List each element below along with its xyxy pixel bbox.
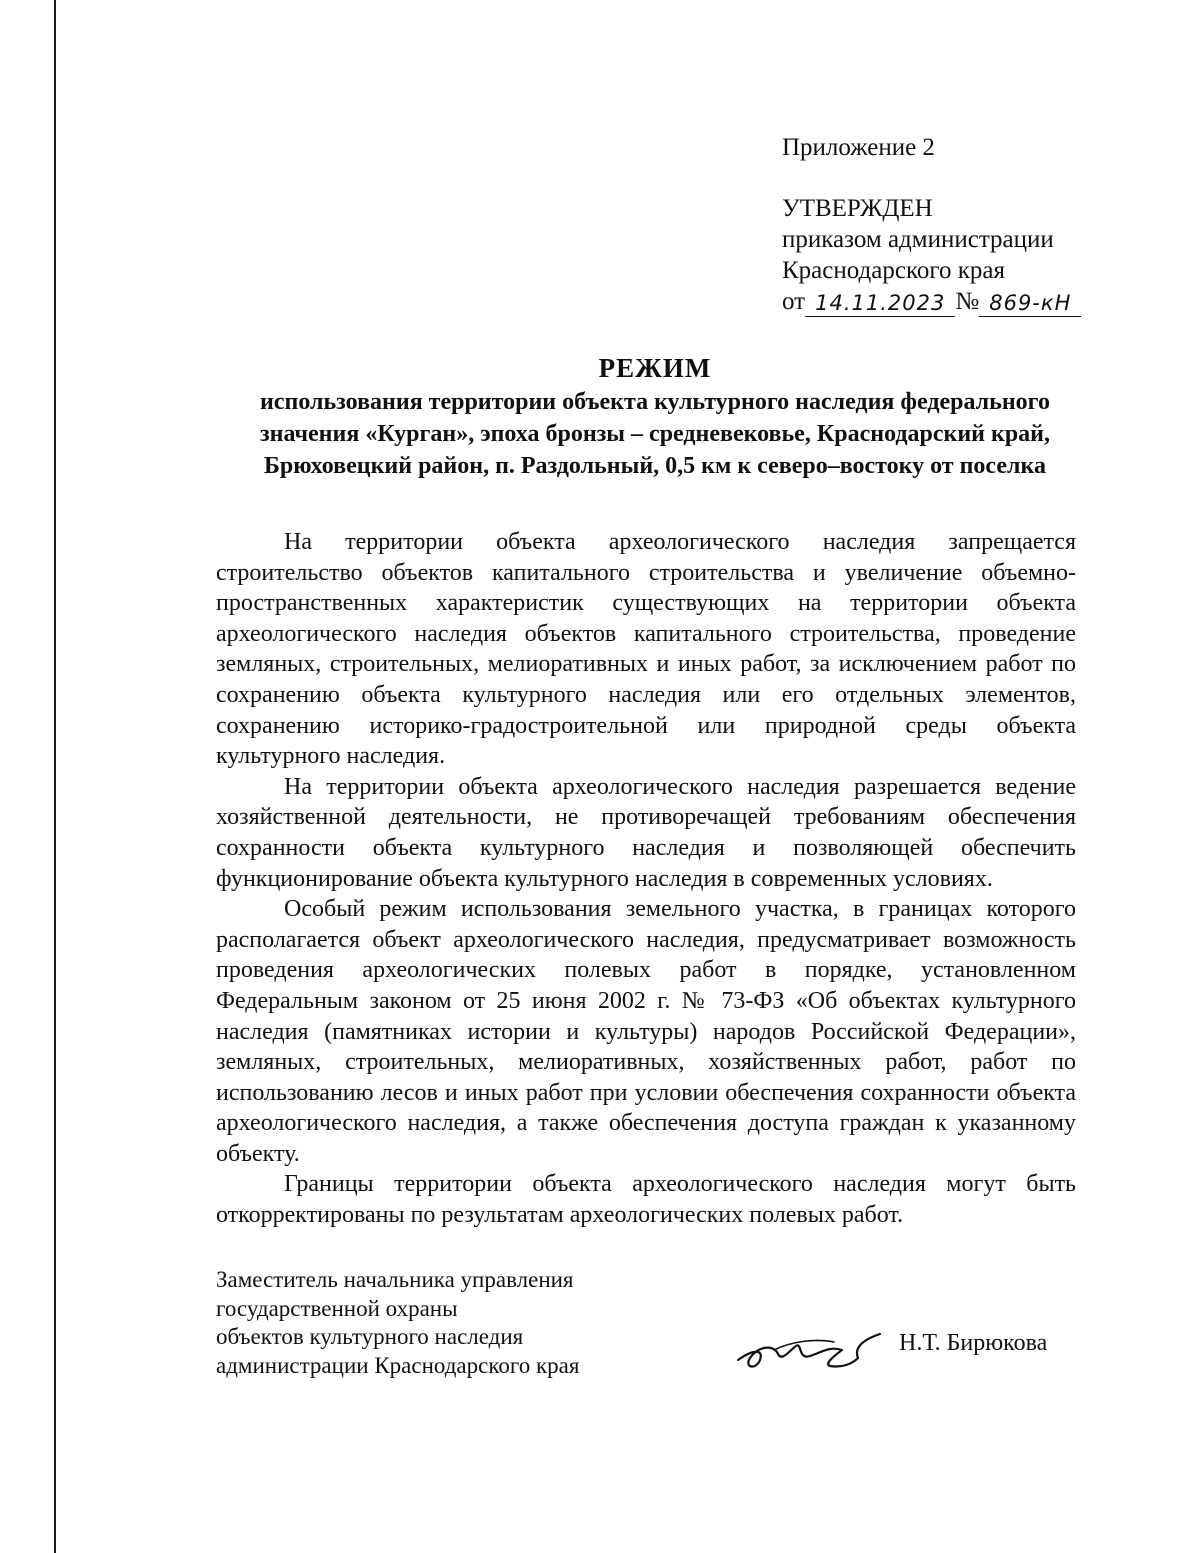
signatory-position-line-4: администрации Краснодарского края xyxy=(216,1352,580,1378)
approval-block xyxy=(782,132,1112,317)
order-date: 14.11.2023 xyxy=(805,290,955,317)
document-body xyxy=(216,527,1076,1231)
approved-by-order: приказом администрации xyxy=(782,226,1054,253)
appendix-label: Приложение 2 xyxy=(782,134,935,161)
approved-region: Краснодарского края xyxy=(782,257,1005,284)
body-paragraph-4: Границы территории объекта археологического наследия могут быть откорректированы по результатам археологических полевых работ. xyxy=(216,1171,1076,1229)
document-subtitle: использования территории объекта культурного наследия федерального значения «Курган», эпоха бронзы – средневековье, Краснодарский край, Брюховецкий район, п. Раздольный, 0,5 км к северо–востоку от поселка xyxy=(259,389,1051,479)
body-paragraph-2: На территории объекта археологического наследия разрешается ведение хозяйственной деятельности, не противоречащей требованиям обеспечения сохранности объекта культурного наследия и позволяющей обеспечить функционирование объекта культурного наследия в современных условиях. xyxy=(216,773,1076,892)
approved-heading: УТВЕРЖДЕН xyxy=(782,195,933,222)
document-title-block xyxy=(150,350,1160,482)
body-paragraph-1: На территории объекта археологического наследия запрещается строительство объектов капитального строительства и увеличение объемно-пространственных характеристик существующих на территории объекта археологического наследия объектов капитального строительства, проведение земляных, строительных, мелиоративных и иных работ, за исключением работ по сохранению объекта культурного наследия или его отдельных элементов, сохранению историко-градостроительной или природной среды объекта культурного наследия. xyxy=(216,529,1076,770)
order-number: 869-кН xyxy=(979,290,1081,317)
order-line xyxy=(782,286,1112,317)
document-title: РЕЖИМ xyxy=(598,353,712,383)
signatory-position-line-1: Заместитель начальника управления xyxy=(216,1267,574,1292)
signatory-position-line-3: объектов культурного наследия xyxy=(216,1324,524,1349)
signature-block xyxy=(216,1266,1096,1406)
order-number-label: № xyxy=(955,288,980,315)
body-paragraph-3: Особый режим использования земельного участка, в границах которого располагается объект археологического наследия, предусматривает возможность проведения археологических полевых работ в порядке, установленном Федеральным законом от 25 июня 2002 г. № 73-ФЗ «Об объектах культурного наследия (памятниках истории и культуры) народов Российской Федерации», земляных, строительных, мелиоративных, хозяйственных работ, работ по использованию лесов и иных работ при условии обеспечения сохранности объекта археологического наследия, а также обеспечения доступа граждан к указанному объекту. xyxy=(216,896,1076,1167)
handwritten-signature-icon xyxy=(734,1320,884,1380)
order-from-label: от xyxy=(782,288,806,315)
signatory-name: Н.Т. Бирюкова xyxy=(899,1330,1048,1356)
signatory-position-line-2: государственной охраны xyxy=(216,1295,458,1321)
